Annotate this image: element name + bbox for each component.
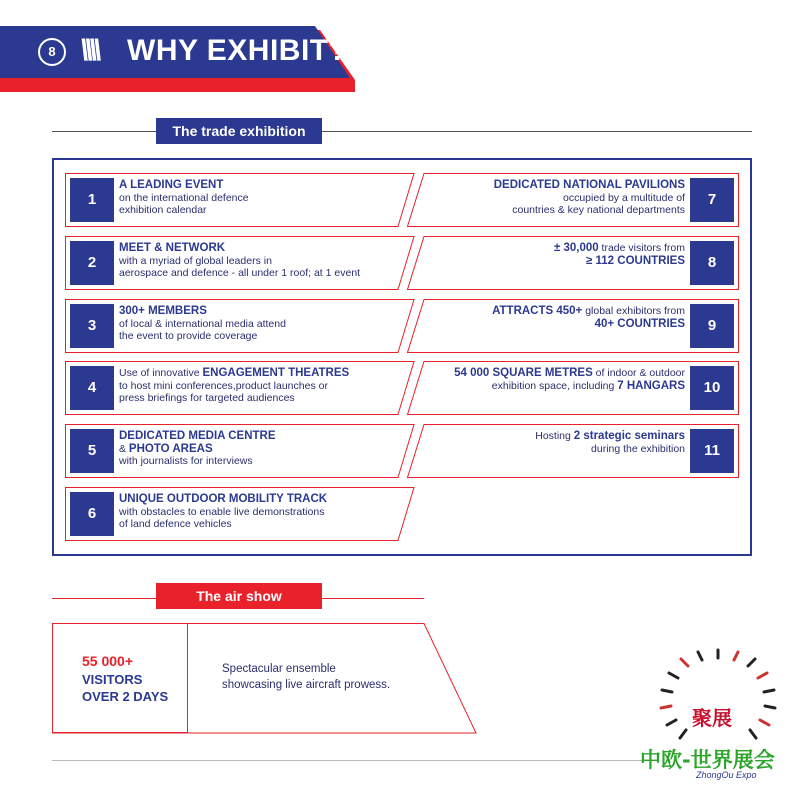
card-number: 5 [70, 429, 114, 473]
card-text: ATTRACTS 450+ global exhibitors from 40+ COUNTRIES [492, 305, 685, 330]
air-show-panel [52, 623, 477, 733]
air-section-title: The air show [156, 583, 322, 609]
trade-card-left-4 [65, 361, 415, 415]
air-visitor-number: 55 000+ [82, 653, 133, 669]
card-text: Hosting 2 strategic seminars during the exhibition [535, 430, 685, 455]
trade-card-left-3 [65, 299, 415, 353]
slash-decoration-icon: \\\\ [80, 34, 98, 67]
card-number: 4 [70, 366, 114, 410]
logo-top-text: 聚展 [692, 706, 732, 730]
card-text: UNIQUE OUTDOOR MOBILITY TRACK with obstacles to enable live demonstrations of land defence vehicles [119, 493, 328, 530]
card-text: 300+ MEMBERS of local & international media attend the event to provide coverage [119, 305, 286, 342]
card-number: 10 [690, 366, 734, 410]
trade-card-left-5 [65, 424, 415, 478]
zhongou-expo-logo [638, 648, 798, 796]
card-number: 11 [690, 429, 734, 473]
card-text: ± 30,000 trade visitors from ≥ 112 COUNTRIES [553, 242, 685, 267]
logo-bottom-text: 中欧-世界展会 [640, 748, 775, 772]
logo-sub-text: ZhongOu Expo [696, 770, 757, 780]
card-number: 8 [690, 241, 734, 285]
trade-card-right-7 [407, 173, 739, 227]
card-number: 7 [690, 178, 734, 222]
trade-card-left-1 [65, 173, 415, 227]
air-description-line-2: showcasing live aircraft prowess. [222, 679, 391, 691]
air-days-label: OVER 2 DAYS [82, 689, 169, 704]
card-number: 6 [70, 492, 114, 536]
card-number: 2 [70, 241, 114, 285]
card-text: 54 000 SQUARE METRES of indoor & outdoor exhibition space, including 7 HANGARS [454, 367, 685, 392]
trade-card-right-8 [407, 236, 739, 290]
card-number: 9 [690, 304, 734, 348]
page-title: WHY EXHIBIT? [127, 34, 348, 67]
trade-section-title: The trade exhibition [156, 118, 322, 144]
trade-card-right-9 [407, 299, 739, 353]
card-text: DEDICATED NATIONAL PAVILIONS occupied by a multitude of countries & key national departments [493, 179, 685, 216]
card-text: Use of innovative ENGAGEMENT THEATRES to host mini conferences,product launches or press briefings for targeted audiences [119, 367, 350, 404]
trade-card-right-11 [407, 424, 739, 478]
page-number-badge: 8 [38, 38, 66, 66]
trade-card-left-2 [65, 236, 415, 290]
card-text: DEDICATED MEDIA CENTRE & PHOTO AREAS with journalists for interviews [119, 430, 276, 467]
bottom-divider [52, 760, 652, 761]
card-number: 1 [70, 178, 114, 222]
card-text: MEET & NETWORK with a myriad of global leaders in aerospace and defence - all under 1 roof; at 1 event [119, 242, 361, 279]
card-number: 3 [70, 304, 114, 348]
card-text: A LEADING EVENT on the international defence exhibition calendar [119, 179, 249, 216]
trade-card-left-6 [65, 487, 415, 541]
air-visitors-label: VISITORS [82, 672, 143, 687]
trade-card-right-10 [407, 361, 739, 415]
air-description-line-1: Spectacular ensemble [222, 663, 336, 675]
